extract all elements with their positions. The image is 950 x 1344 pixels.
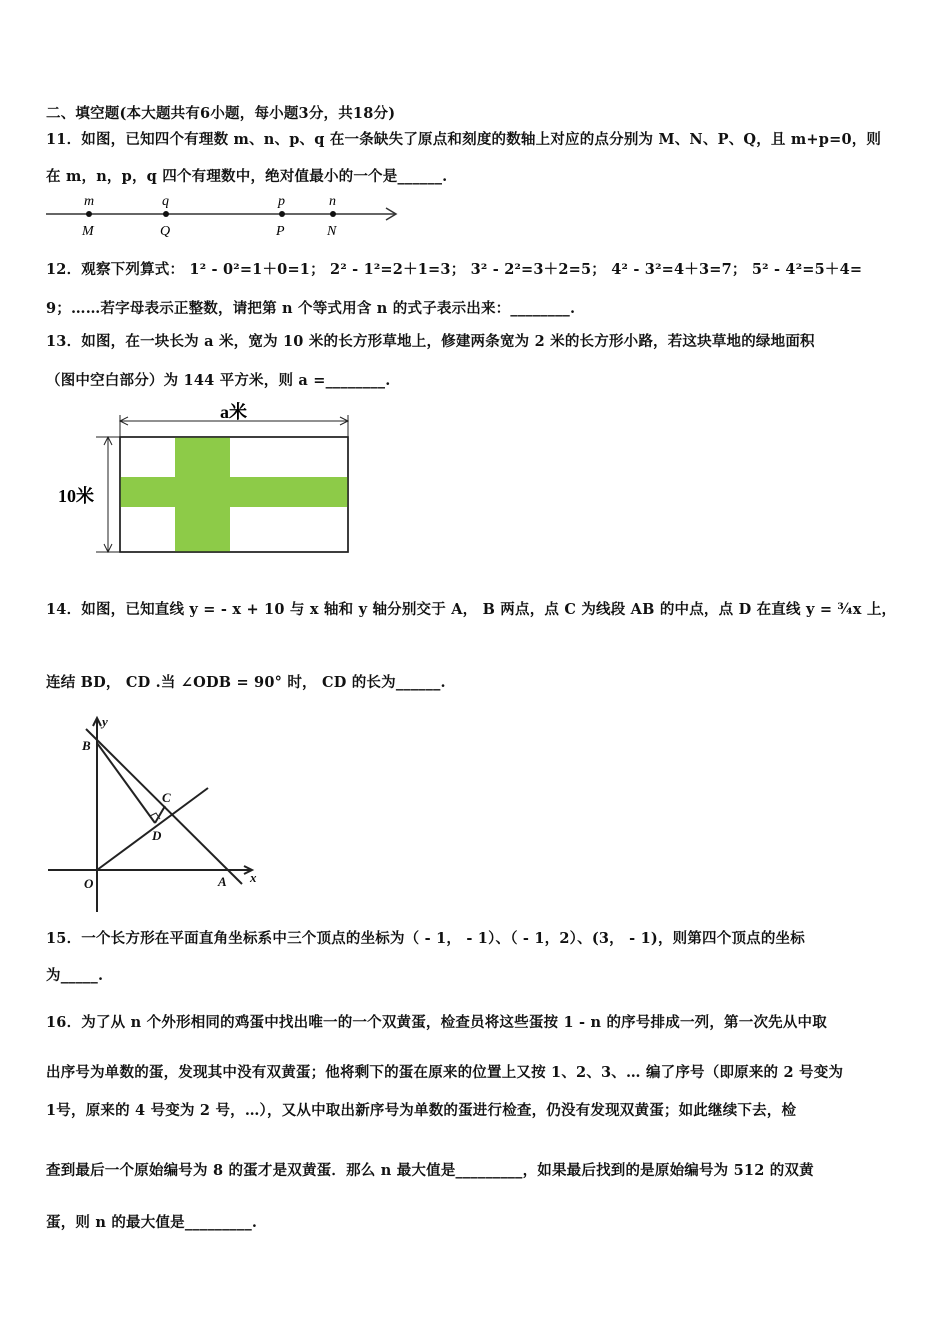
- label-B: B: [82, 738, 91, 753]
- label-M: M: [82, 224, 94, 239]
- label-Q: Q: [160, 224, 171, 239]
- q13-line1: 13．如图，在一块长为 a 米，宽为 10 米的长方形草地上，修建两条宽为 2 米的长方形小路，若这块草地的绿地面积: [46, 333, 815, 350]
- q16-line3: 1号，原来的 4 号变为 2 号，…），又从中取出新序号为单数的蛋进行检查，仍没有发现双黄蛋；如此继续下去，检: [46, 1102, 797, 1119]
- width-label: 10米: [58, 486, 94, 506]
- q16-line4: 查到最后一个原始编号为 8 的蛋才是双黄蛋．那么 n 最大值是_________，如果最后找到的是原始编号为 512 的双黄: [46, 1162, 814, 1179]
- label-y: y: [102, 714, 108, 729]
- q16-line1: 16．为了从 n 个外形相同的鸡蛋中找出唯一的一个双黄蛋，检查员将这些蛋按 1 - n 的序号排成一列，第一次先从中取: [46, 1014, 827, 1031]
- q14-line2: 连结 BD， CD .当 ∠ODB = 90° 时， CD 的长为______.: [46, 674, 446, 691]
- q11-line1: 11．如图，已知四个有理数 m、n、p、q 在一条缺失了原点和刻度的数轴上对应的点分别为 M、N、P、Q，且 m+p=0，则: [46, 131, 882, 148]
- q12-line1: 12．观察下列算式： 1² - 0²=1＋0=1； 2² - 1²=2＋1=3； 3² - 2²=3＋2=5； 4² - 3²=4＋3=7； 5² - 4²=5＋4=: [46, 261, 863, 278]
- q16-line5: 蛋，则 n 的最大值是_________.: [46, 1214, 258, 1231]
- q11-line2: 在 m，n，p，q 四个有理数中，绝对值最小的一个是______.: [46, 168, 448, 185]
- q14-line1: 14．如图，已知直线 y = - x + 10 与 x 轴和 y 轴分别交于 A， B 两点，点 C 为线段 AB 的中点，点 D 在直线 y = ¾x 上，: [46, 601, 897, 618]
- q12-line2: 9；……若字母表示正整数，请把第 n 个等式用含 n 的式子表示出来：________.: [46, 300, 576, 317]
- length-label: a米: [220, 402, 247, 422]
- label-C: C: [162, 790, 171, 805]
- label-q: q: [162, 194, 169, 209]
- label-A: A: [218, 874, 227, 889]
- label-n: n: [329, 194, 336, 209]
- label-m: m: [84, 194, 95, 209]
- grass-field-figure: [58, 401, 348, 552]
- q13-line2: （图中空白部分）为 144 平方米，则 a =________.: [46, 372, 391, 389]
- q16-line2: 出序号为单数的蛋，发现其中没有双黄蛋；他将剩下的蛋在原来的位置上又按 1、2、3、… 编了序号（即原来的 2 号变为: [46, 1064, 844, 1081]
- number-line-figure: [46, 194, 396, 239]
- label-x: x: [250, 870, 257, 885]
- label-N: N: [327, 224, 337, 239]
- q15-line1: 15．一个长方形在平面直角坐标系中三个顶点的坐标为（ - 1， - 1）、（ - 1，2）、(3， - 1)，则第四个顶点的坐标: [46, 930, 805, 947]
- label-P: P: [276, 224, 285, 239]
- coordinate-figure: [48, 714, 257, 912]
- label-p: p: [278, 194, 285, 209]
- label-O: O: [84, 876, 94, 891]
- section-title: 二、填空题(本大题共有6小题，每小题3分，共18分): [46, 105, 396, 122]
- q15-line2: 为_____.: [46, 967, 104, 984]
- label-D: D: [152, 828, 162, 843]
